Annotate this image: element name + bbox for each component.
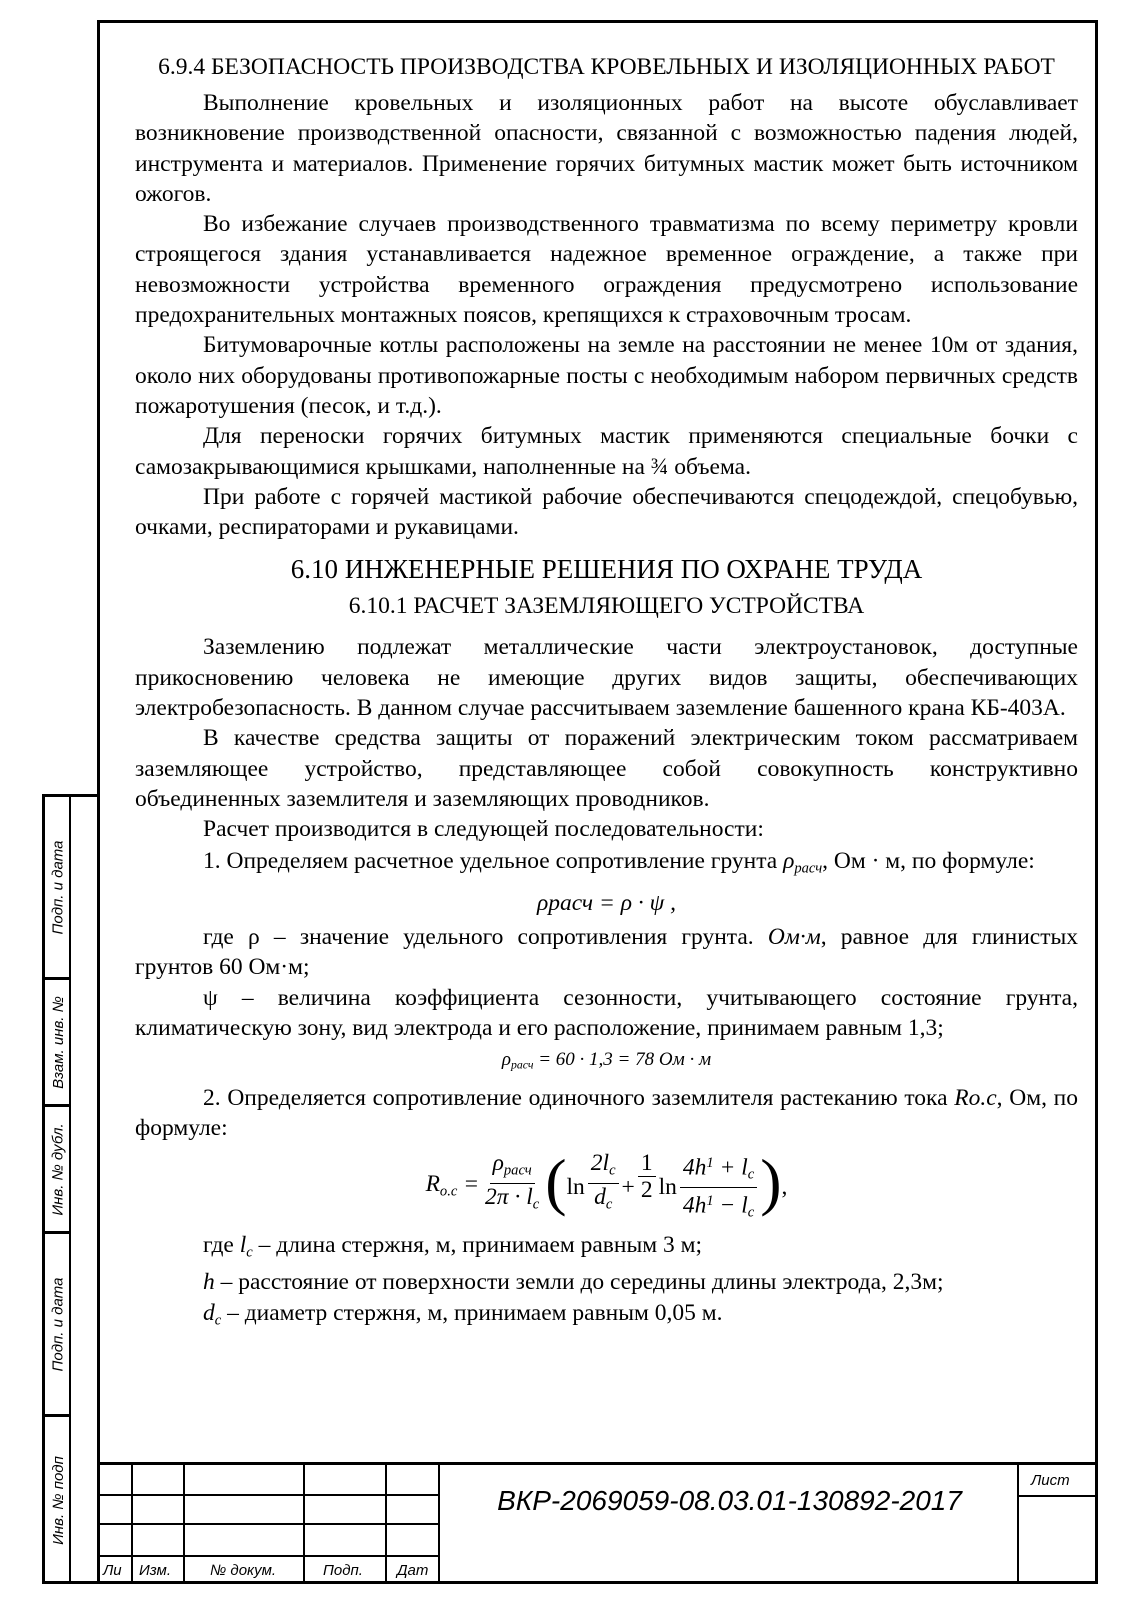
margin-stamp [42, 794, 97, 1584]
paragraph-psi: ψ – величина коэффициента сезонности, учитывающего состояние грунта, климатическую зону, вид электрода и его расположение, принимаем равным 1,3; [135, 984, 1078, 1042]
document-body [135, 52, 1078, 1335]
stamp-cell: Взам. инв. № [45, 980, 71, 1107]
paragraph: В качестве средства защиты от поражений электрическим током рассматриваем заземляющее устройство, представляющее собой совокупность конструктивно объединенных заземлителя и заземляющих проводников. [135, 725, 1078, 812]
paragraph: Для переноски горячих битумных мастик применяются специальные бочки с самозакрывающимися крышками, наполненные на ¾ объема. [135, 423, 1078, 480]
col-li: Ли [103, 1562, 122, 1579]
paragraph: Заземлению подлежат металлические части электроустановок, доступные прикосновению человека не имеющие других видов защиты, обеспечивающих электробезопасность. В данном случае рассчитываем заземление башенного крана КБ-403А. [135, 634, 1078, 722]
stamp-cell: Инв. № дубл. [45, 1107, 71, 1234]
stamp-cell: Подп. и дата [45, 1234, 71, 1417]
paragraph: Во избежание случаев производственного травматизма по всему периметру кровли строящегося здания устанавливается надежное временное ограждение, а также при невозможности устройства временного ограждения предусмотрено использование предохранительных монтажных поясов, крепящихся к страховочным тросам. [135, 211, 1078, 329]
stamp-cell: Подп. и дата [45, 797, 71, 980]
formula-rho: ρрасч = ρ · ψ , [537, 889, 676, 916]
col-date: Дат [397, 1562, 429, 1579]
paragraph: Расчет производится в следующей последовательности: [203, 816, 764, 843]
col-podp: Подп. [323, 1562, 363, 1579]
formula-rho-value: $\rho_{расч} = 60 \cdot 1,3 = 78$ Ом · м [501, 1049, 712, 1072]
paragraph: Битумоварочные котлы расположены на земле на расстоянии не менее 10м от здания, около них оборудованы противопожарные посты с необходимым набором первичных средств пожаротушения (песок, и т.д.). [135, 332, 1078, 419]
var-dc: $d_c$ – диаметр стержня, м, принимаем равным 0,05 м. [203, 1299, 723, 1329]
title-block [97, 1462, 1098, 1584]
paragraph-rho: где ρ – значение удельного сопротивления грунта. Ом·м, равное для глинистых грунтов 60 Ом·м; [135, 924, 1079, 981]
paragraph-step1: 1. Определяем расчетное удельное сопротивление грунта $\rho_{расч}$, Ом · м, по формуле: [203, 847, 1035, 876]
formula-resistance: $R_{о.с}$ = $\frac{\rho_{расч}}{2\pi \cdot l_c}$ ( ln $\frac{2l_c}{d_c}$ + $\frac{1}{2}$ ln $\frac{4h^1 + l_c}{4h^1 - l_c}$ ) , [425, 1145, 788, 1221]
col-doc: № докум. [210, 1562, 277, 1579]
document-code: ВКР-2069059-08.03.01-130892-2017 [497, 1485, 962, 1516]
paragraph-step2: 2. Определяется сопротивление одиночного заземлителя растеканию тока Rо.с, Ом, по формуле: [135, 1084, 1078, 1142]
var-h: h – расстояние от поверхности земли до середины длины электрода, 2,3м; [203, 1269, 944, 1296]
section-title-6101: 6.10.1 РАСЧЕТ ЗАЗЕМЛЯЮЩЕГО УСТРОЙСТВА [348, 593, 865, 620]
var-lc: где $l_c$ – длина стержня, м, принимаем равным 3 м; [203, 1231, 703, 1261]
rho-symbol: $\rho_{расч}$ [783, 847, 823, 876]
paragraph: При работе с горячей мастикой рабочие обеспечиваются спецодеждой, спецобувью, очками, респираторами и рукавицами. [135, 483, 1078, 541]
paragraph: Выполнение кровельных и изоляционных работ на высоте обуславливает возникновение производственной опасности, связанной с возможностью падения людей, инструмента и материалов. Применение горячих битумных мастик может быть источником ожогов. [135, 90, 1078, 207]
col-izm: Изм. [139, 1562, 171, 1579]
sheet-label: Лист [1031, 1472, 1070, 1489]
section-title-694: 6.9.4 БЕЗОПАСНОСТЬ ПРОИЗВОДСТВА КРОВЕЛЬНЫХ И ИЗОЛЯЦИОННЫХ РАБОТ [158, 54, 1055, 80]
stamp-cell: Инв. № подп [45, 1417, 71, 1584]
section-title-610: 6.10 ИНЖЕНЕРНЫЕ РЕШЕНИЯ ПО ОХРАНЕ ТРУДА [290, 554, 923, 585]
